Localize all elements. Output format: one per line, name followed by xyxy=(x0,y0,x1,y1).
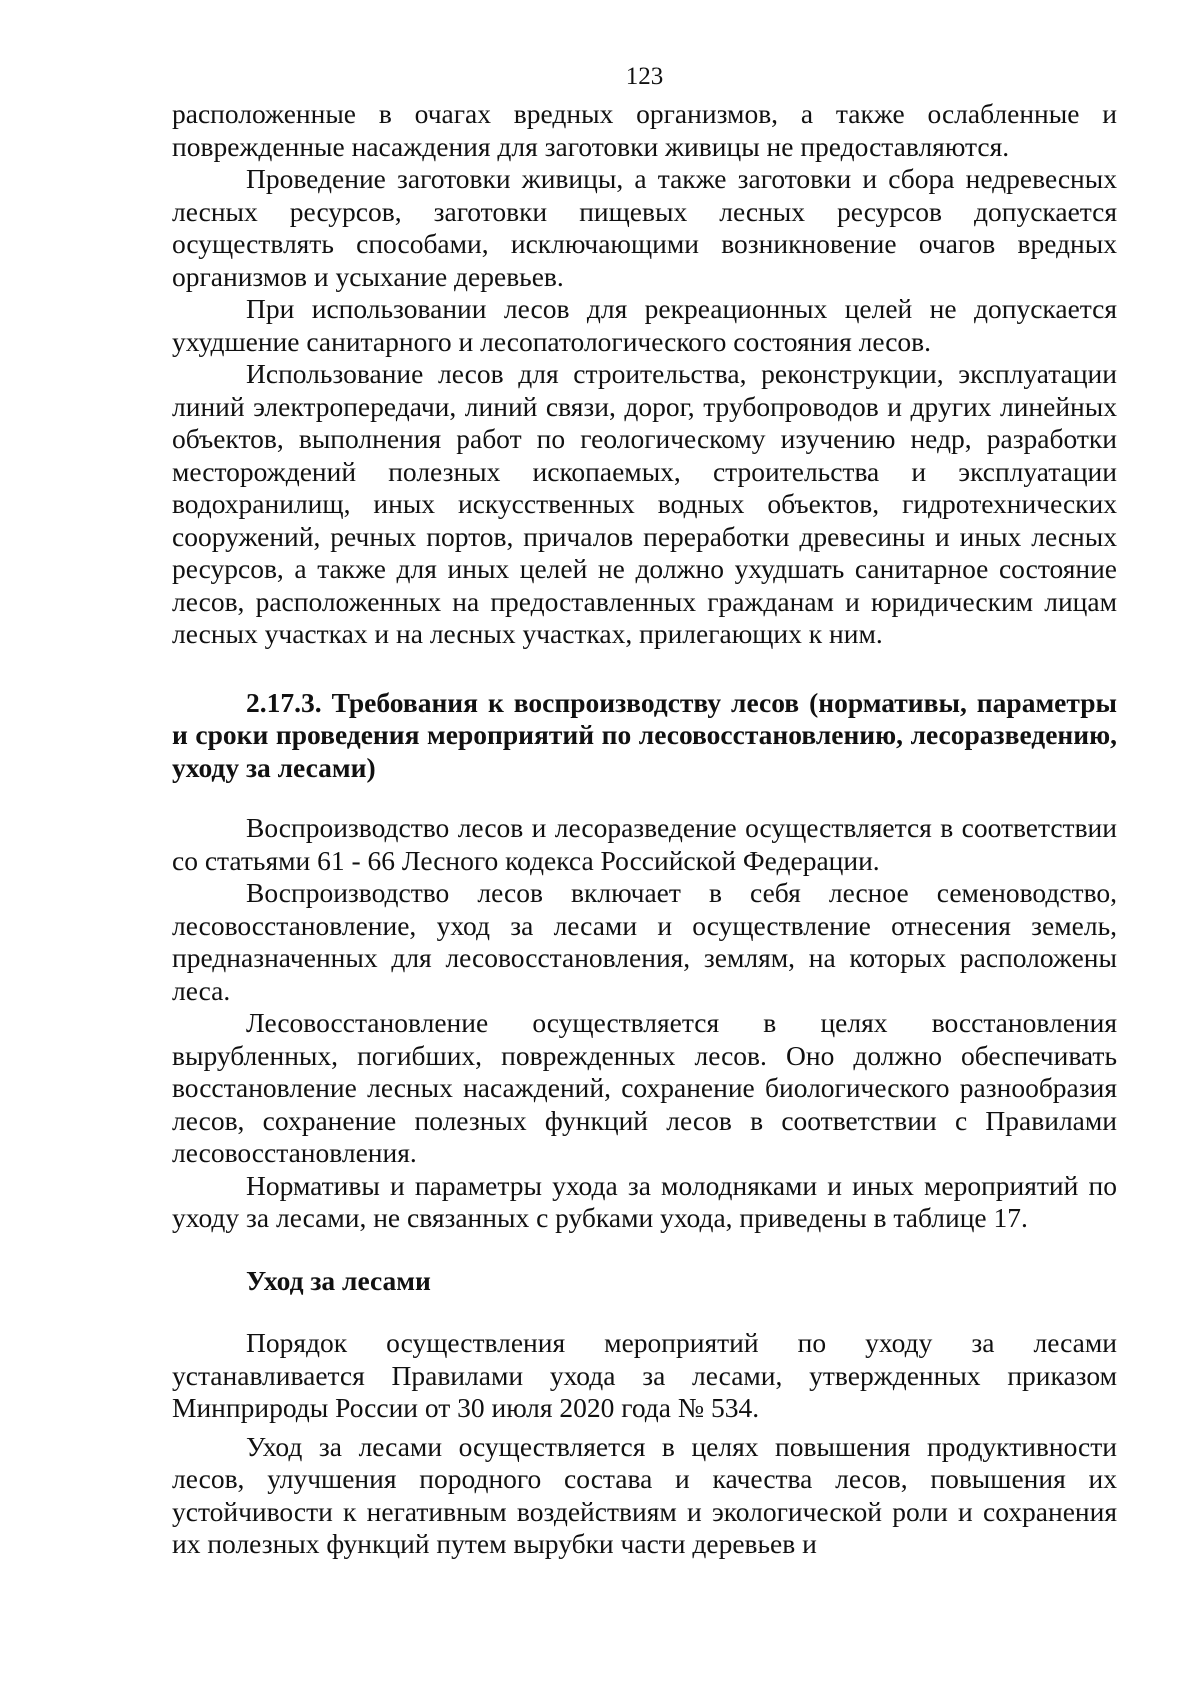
document-page xyxy=(172,62,1117,1561)
paragraph: Порядок осуществления мероприятий по уходу за лесами устанавливается Правилами ухода за лесами, утвержденных приказом Минприроды России от 30 июля 2020 года № 534. xyxy=(172,1327,1117,1423)
paragraph-continuation: расположенные в очагах вредных организмов, а также ослабленные и поврежденные насаждения для заготовки живицы не предоставляются. xyxy=(172,98,1117,162)
paragraph: Нормативы и параметры ухода за молодняками и иных мероприятий по уходу за лесами, не связанных с рубками ухода, приведены в таблице 17. xyxy=(172,1169,1117,1233)
subheading: Уход за лесами xyxy=(246,1264,431,1296)
paragraph: Лесовосстановление осуществляется в целях восстановления вырубленных, погибших, поврежденных лесов. Оно должно обеспечивать восстановление лесных насаждений, сохранение биологического разнообразия лесов, сохранение полезных функций лесов в соответствии с Правилами лесовосстановления. xyxy=(172,1007,1117,1168)
paragraph: При использовании лесов для рекреационных целей не допускается ухудшение санитарного и лесопатологического состояния лесов. xyxy=(172,293,1117,357)
page-number: 123 xyxy=(625,63,664,90)
section-number: 2.17.3. xyxy=(246,686,322,718)
paragraph: Воспроизводство лесов и лесоразведение осуществляется в соответствии со статьями 61 - 66 Лесного кодекса Российской Федерации. xyxy=(172,812,1117,876)
paragraph: Проведение заготовки живицы, а также заготовки и сбора недревесных лесных ресурсов, заготовки пищевых лесных ресурсов допускается осуществлять способами, исключающими возникновение очагов вредных организмов и усыхание деревьев. xyxy=(172,163,1117,292)
paragraph: Уход за лесами осуществляется в целях повышения продуктивности лесов, улучшения породного состава и качества лесов, повышения их устойчивости к негативным воздействиям и экологической роли и сохранения их полезных функций путем вырубки части деревьев и xyxy=(172,1430,1117,1559)
section-title: Требования к воспроизводству лесов (нормативы, параметры и сроки проведения мероприятий по лесовосстановлению, лесоразведению, уходу за лесами) xyxy=(172,686,1117,783)
paragraph: Использование лесов для строительства, реконструкции, эксплуатации линий электропередачи, линий связи, дорог, трубопроводов и других линейных объектов, выполнения работ по геологическому изучению недр, разработки месторождений полезных ископаемых, строительства и эксплуатации водохранилищ, иных искусственных водных объектов, гидротехнических сооружений, речных портов, причалов переработки древесины и иных лесных ресурсов, а также для иных целей не должно ухудшать санитарное состояние лесов, расположенных на предоставленных гражданам и юридическим лицам лесных участках и на лесных участках, прилегающих к ним. xyxy=(172,358,1117,649)
paragraph: Воспроизводство лесов включает в себя лесное семеноводство, лесовосстановление, уход за лесами и осуществление отнесения земель, предназначенных для лесовосстановления, землям, на которых расположены леса. xyxy=(172,877,1117,1006)
section-heading xyxy=(172,687,1117,785)
